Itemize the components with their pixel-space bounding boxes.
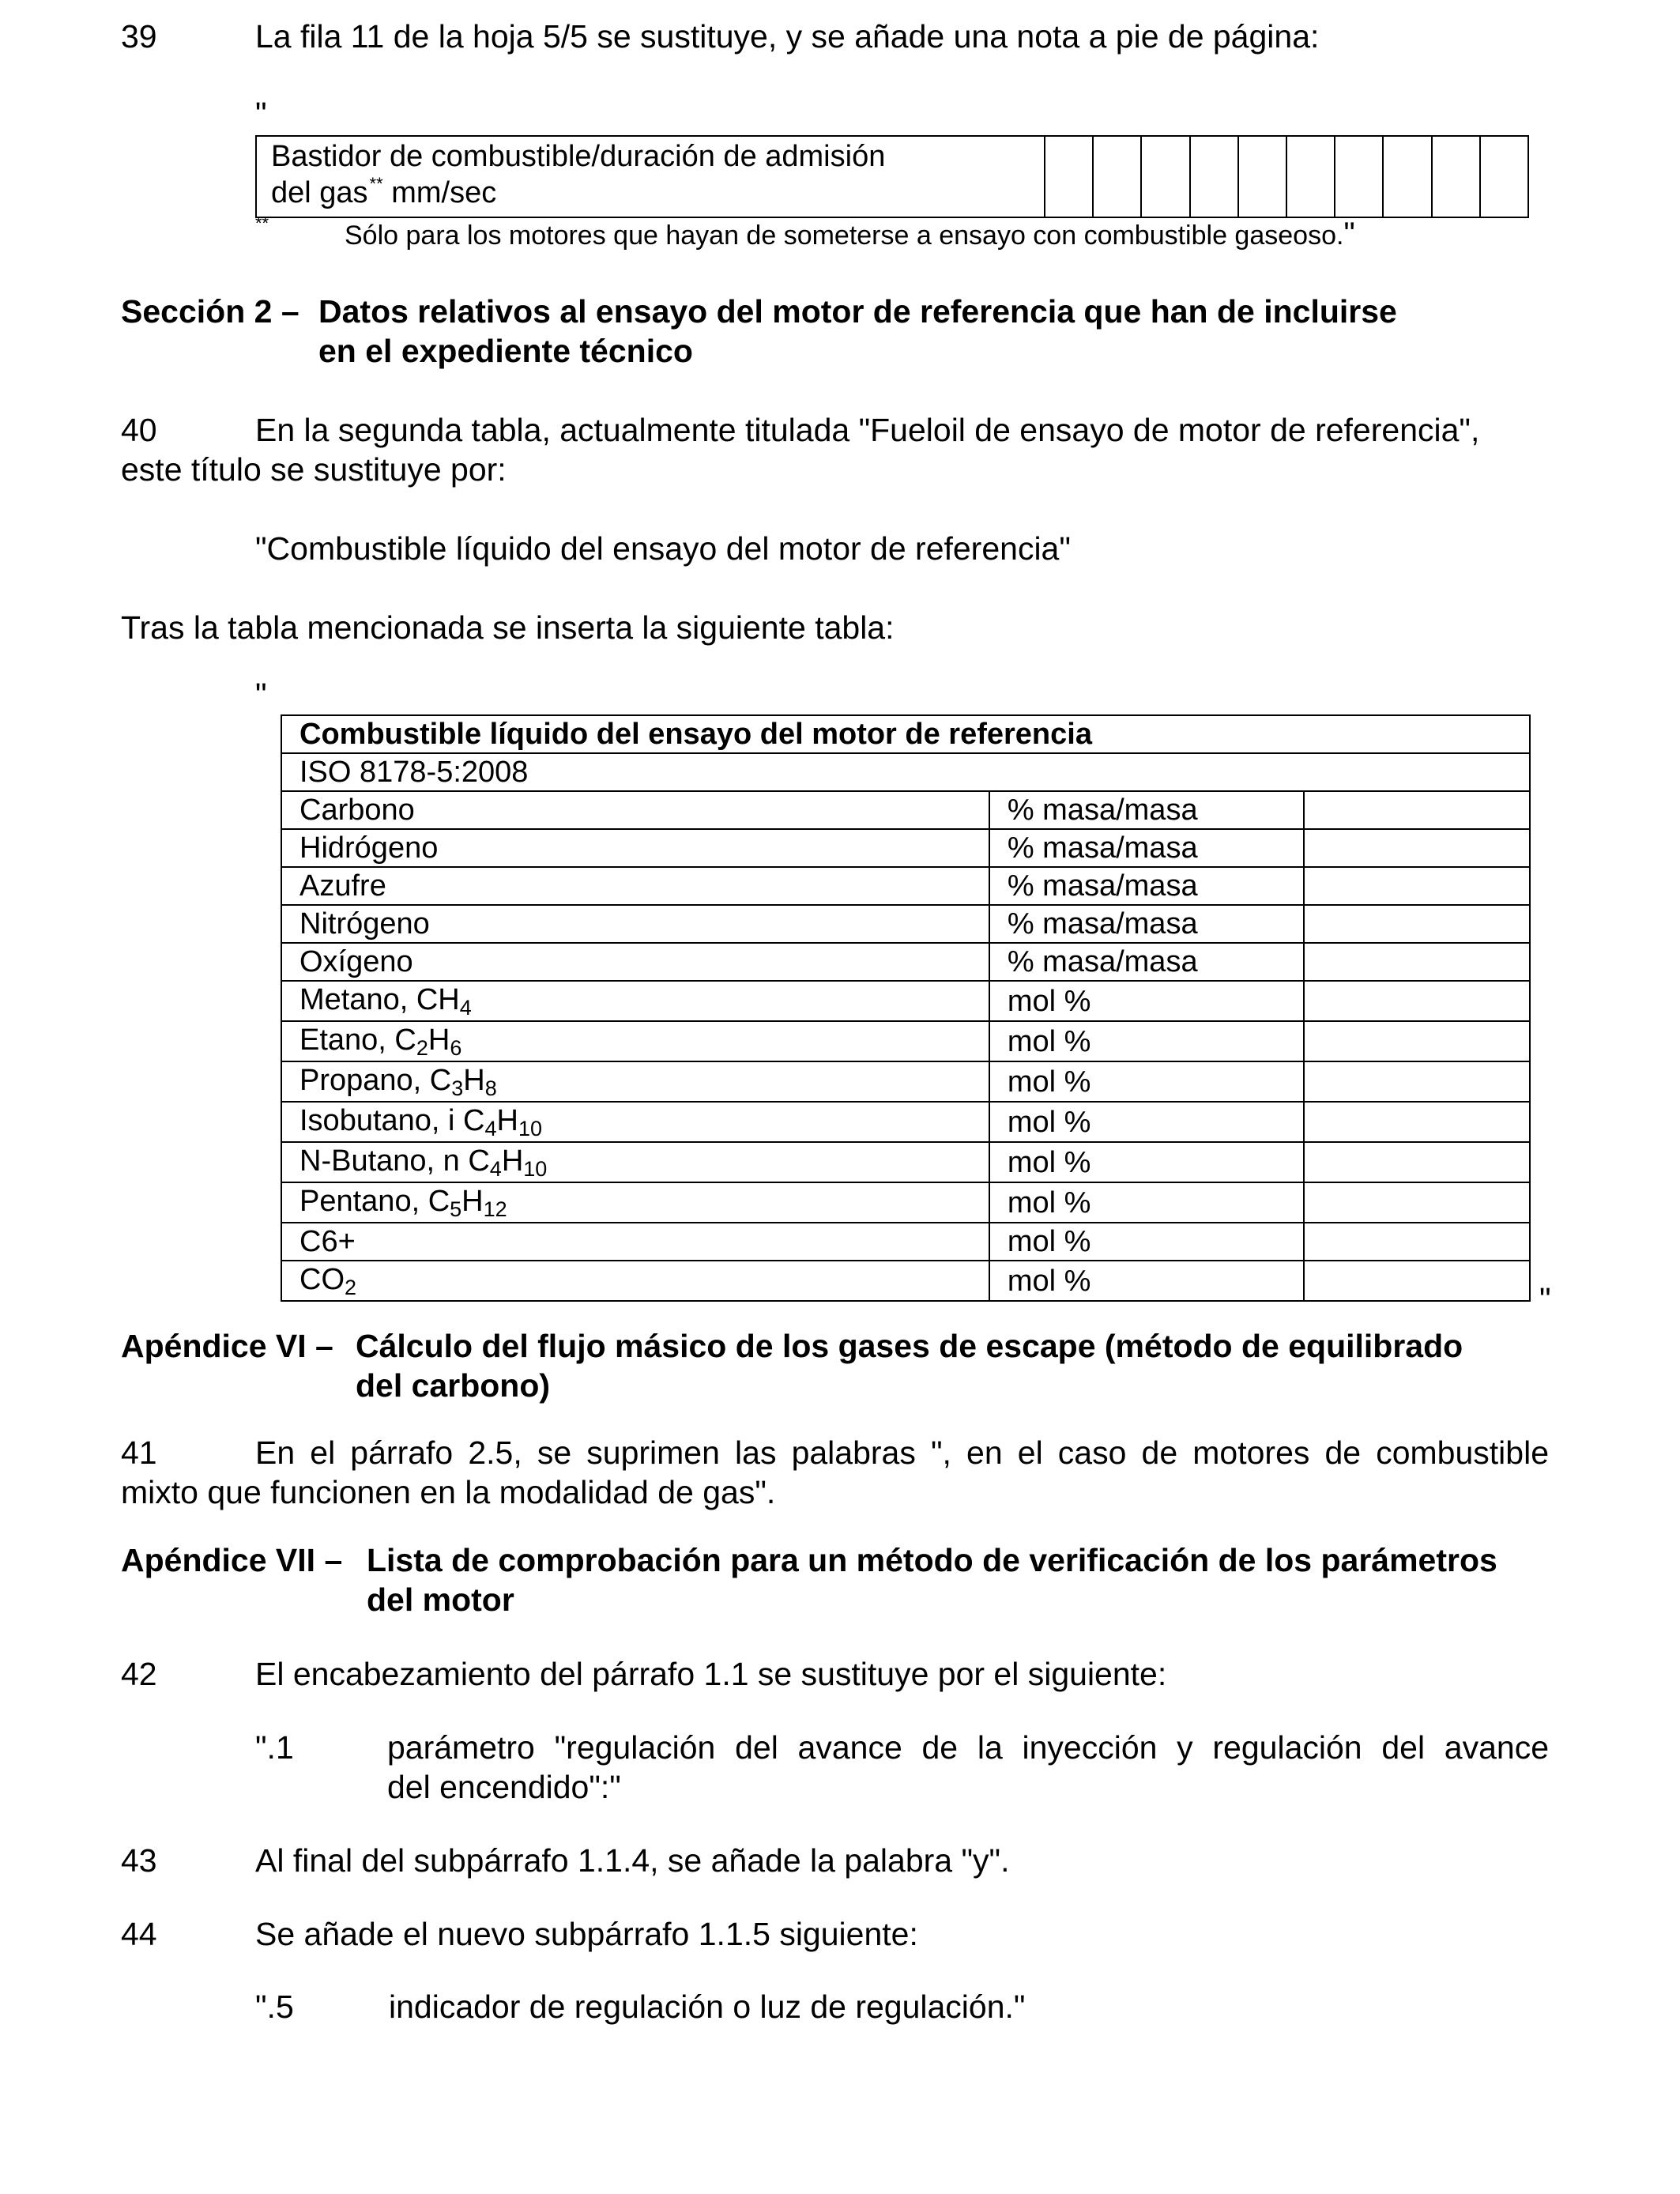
table-row — [281, 1061, 1530, 1102]
appendix-title-line-1: Cálculo del flujo másico de los gases de escape (método de equilibrado — [356, 1328, 1463, 1364]
table-row — [281, 829, 1530, 867]
component-name: Etano, C2H6 — [281, 1021, 989, 1061]
reference-fuel-table — [281, 714, 1531, 1302]
subparagraph-line-2: del encendido":" — [387, 1769, 621, 1805]
empty-cell — [1432, 136, 1480, 217]
table-row — [281, 943, 1530, 981]
value-cell — [1304, 791, 1530, 829]
subparagraph-line-1: parámetro "regulación del avance de la inyección y regulación del avance — [387, 1729, 1549, 1766]
empty-cell — [1383, 136, 1431, 217]
item-number: 44 — [121, 1916, 157, 1952]
table-row — [281, 791, 1530, 829]
paragraph-text: El encabezamiento del párrafo 1.1 se sustituye por el siguiente: — [255, 1656, 1167, 1692]
unit-cell: mol % — [989, 1223, 1304, 1261]
item-number: 43 — [121, 1842, 157, 1879]
table-row — [281, 1021, 1530, 1061]
table-row — [281, 981, 1530, 1021]
unit-cell: mol % — [989, 1102, 1304, 1142]
quote-mark: " — [255, 96, 267, 132]
quote-mark: " — [1539, 1281, 1551, 1318]
appendix-title-line-2: del motor — [367, 1581, 514, 1618]
table-row — [281, 1223, 1530, 1261]
footnote-marker: ** — [255, 213, 269, 233]
appendix-label: Apéndice VII – — [121, 1542, 343, 1578]
empty-cell — [1286, 136, 1335, 217]
value-cell — [1304, 1142, 1530, 1182]
component-name: Metano, CH4 — [281, 981, 989, 1021]
value-cell — [1304, 867, 1530, 905]
unit-cell: % masa/masa — [989, 943, 1304, 981]
value-cell — [1304, 943, 1530, 981]
table-row — [281, 1142, 1530, 1182]
item-number: 42 — [121, 1656, 157, 1692]
table-row — [281, 1102, 1530, 1142]
quote-mark: " — [1343, 217, 1355, 251]
value-cell — [1304, 905, 1530, 943]
unit-cell: mol % — [989, 1021, 1304, 1061]
paragraph-line-2: este título se sustituye por: — [121, 451, 507, 488]
section-label: Sección 2 – — [121, 293, 299, 330]
value-cell — [1304, 1061, 1530, 1102]
empty-cell — [1190, 136, 1238, 217]
unit-cell: mol % — [989, 981, 1304, 1021]
table-standard: ISO 8178-5:2008 — [281, 753, 1530, 791]
unit-cell: % masa/masa — [989, 791, 1304, 829]
paragraph-line-1: En la segunda tabla, actualmente titulada "Fueloil de ensayo de motor de referencia", — [255, 412, 1480, 448]
paragraph-line-1: En el párrafo 2.5, se suprimen las palabras ", en el caso de motores de combustible — [255, 1434, 1549, 1471]
unit-cell: % masa/masa — [989, 905, 1304, 943]
empty-cell — [1335, 136, 1383, 217]
value-cell — [1304, 1223, 1530, 1261]
table-row — [281, 1182, 1530, 1223]
subparagraph-label: ".1 — [255, 1729, 294, 1766]
item-number: 40 — [121, 412, 157, 448]
section-title-line-2: en el expediente técnico — [318, 333, 693, 369]
appendix-title-line-1: Lista de comprobación para un método de verificación de los parámetros — [367, 1542, 1497, 1578]
paragraph-text: Al final del subpárrafo 1.1.4, se añade la palabra "y". — [255, 1842, 1010, 1879]
component-name: CO2 — [281, 1261, 989, 1301]
empty-cell — [1045, 136, 1093, 217]
component-name: N-Butano, n C4H10 — [281, 1142, 989, 1182]
component-name: Hidrógeno — [281, 829, 989, 867]
value-cell — [1304, 1261, 1530, 1301]
value-cell — [1304, 1182, 1530, 1223]
unit-cell: mol % — [989, 1182, 1304, 1223]
footnote-ref: ** — [369, 174, 383, 194]
appendix-title-line-2: del carbono) — [356, 1367, 551, 1404]
item-number: 39 — [121, 18, 157, 55]
unit-cell: mol % — [989, 1261, 1304, 1301]
quoted-title: "Combustible líquido del ensayo del motor de referencia" — [255, 530, 1071, 567]
unit-cell: % masa/masa — [989, 829, 1304, 867]
paragraph-line-2: mixto que funcionen en la modalidad de gas". — [121, 1474, 776, 1510]
footnote-text: Sólo para los motores que hayan de someterse a ensayo con combustible gaseoso." — [345, 217, 1355, 251]
value-cell — [1304, 1021, 1530, 1061]
empty-cell — [1480, 136, 1528, 217]
component-name: Azufre — [281, 867, 989, 905]
component-name: Propano, C3H8 — [281, 1061, 989, 1102]
label-line-1: Bastidor de combustible/duración de admisión — [271, 140, 886, 173]
component-name: Nitrógeno — [281, 905, 989, 943]
fuel-rack-table — [255, 135, 1529, 218]
paragraph-text: La fila 11 de la hoja 5/5 se sustituye, y se añade una nota a pie de página: — [255, 18, 1320, 55]
table-row — [281, 753, 1530, 791]
component-name: Carbono — [281, 791, 989, 829]
appendix-label: Apéndice VI – — [121, 1328, 333, 1364]
empty-cell — [1238, 136, 1286, 217]
empty-cell — [1093, 136, 1141, 217]
unit-cell: mol % — [989, 1061, 1304, 1102]
unit-cell: % masa/masa — [989, 867, 1304, 905]
table-row — [281, 905, 1530, 943]
component-name: Pentano, C5H12 — [281, 1182, 989, 1223]
item-number: 41 — [121, 1434, 157, 1471]
table-row — [281, 1261, 1530, 1301]
section-title-line-1: Datos relativos al ensayo del motor de referencia que han de incluirse — [318, 293, 1397, 330]
component-name: C6+ — [281, 1223, 989, 1261]
empty-cell — [1141, 136, 1189, 217]
value-cell — [1304, 829, 1530, 867]
table-header-row — [281, 715, 1530, 753]
paragraph-text: Se añade el nuevo subpárrafo 1.1.5 siguiente: — [255, 1916, 918, 1952]
component-name: Isobutano, i C4H10 — [281, 1102, 989, 1142]
paragraph-text: Tras la tabla mencionada se inserta la siguiente tabla: — [121, 609, 895, 646]
table-row — [256, 136, 1528, 217]
table-row — [281, 867, 1530, 905]
quote-mark: " — [255, 677, 267, 713]
label-unit: mm/sec — [382, 176, 497, 209]
value-cell — [1304, 1102, 1530, 1142]
table-cell-label — [256, 136, 1045, 217]
component-name: Oxígeno — [281, 943, 989, 981]
subparagraph-text: indicador de regulación o luz de regulación." — [389, 1989, 1026, 2025]
subparagraph-label: ".5 — [255, 1989, 294, 2025]
label-line-2: del gas — [271, 176, 368, 209]
unit-cell: mol % — [989, 1142, 1304, 1182]
value-cell — [1304, 981, 1530, 1021]
table-title: Combustible líquido del ensayo del motor de referencia — [281, 715, 1530, 753]
